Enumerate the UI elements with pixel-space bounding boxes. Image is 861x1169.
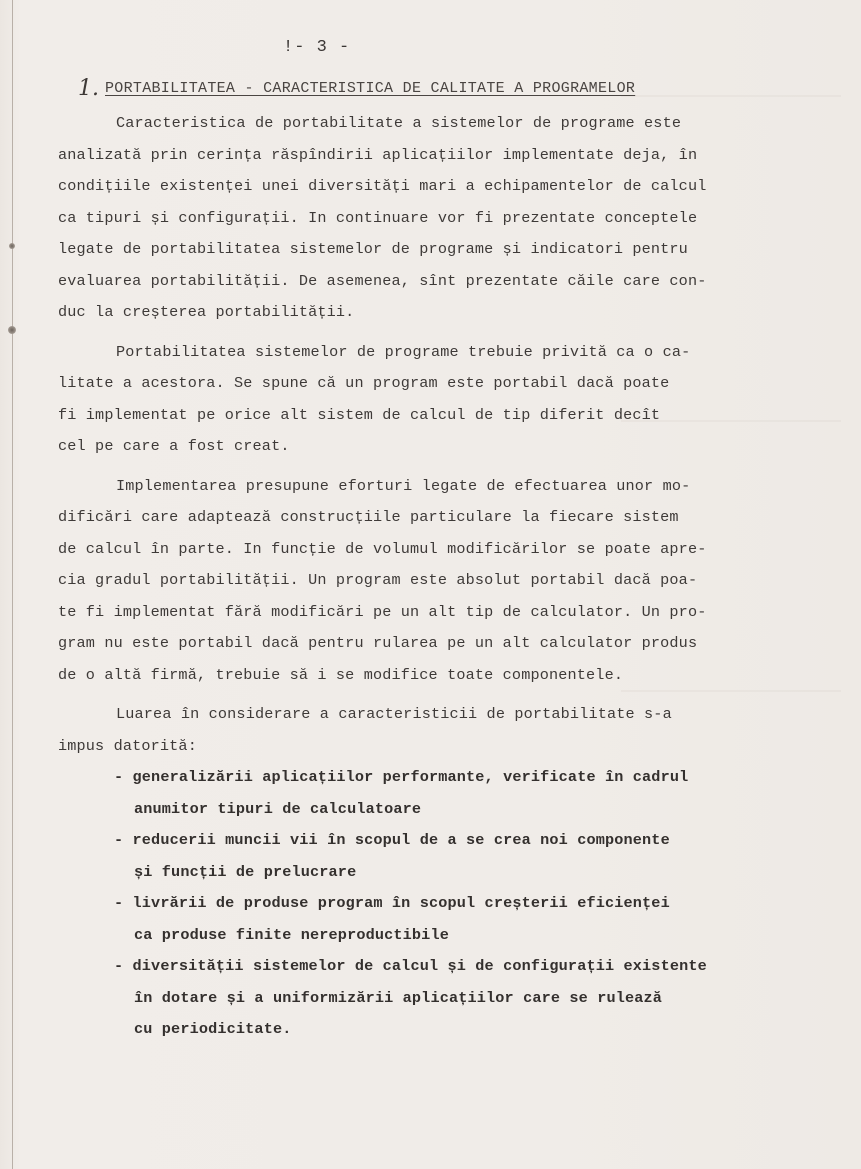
text-line: gram nu este portabil dacă pentru rularea pe un alt calculator produs <box>58 634 698 652</box>
reasons-list <box>58 762 778 1046</box>
list-item <box>58 762 778 825</box>
list-item <box>58 951 778 1046</box>
section-number: 1. <box>78 76 99 101</box>
binding-edge-line <box>12 0 13 1169</box>
list-item-line: - livrării de produse program în scopul creșterii eficienței <box>114 894 670 912</box>
text-line: Portabilitatea sistemelor de programe trebuie privită ca o ca- <box>116 342 691 361</box>
bleed-through-mark <box>621 95 841 97</box>
text-line: duc la creșterea portabilității. <box>58 303 355 321</box>
section-title: PORTABILITATEA - CARACTERISTICA DE CALITATE A PROGRAMELOR <box>105 80 636 97</box>
paragraph-gap <box>58 463 778 471</box>
list-item <box>58 825 778 888</box>
text-line: cel pe care a fost creat. <box>58 437 290 455</box>
paragraph <box>58 337 778 463</box>
document-body <box>58 108 778 1046</box>
text-line: de calcul în parte. In funcție de volumul modificărilor se poate apre- <box>58 539 707 558</box>
section-heading <box>78 76 635 101</box>
paragraph <box>58 108 778 329</box>
list-item-line: - generalizării aplicațiilor performante, verificate în cadrul <box>114 768 689 786</box>
paragraph-gap <box>58 691 778 699</box>
text-line: evaluarea portabilității. De asemenea, sînt prezentate căile care con- <box>58 271 707 290</box>
text-line: ca tipuri și configurații. In continuare vor fi prezentate conceptele <box>58 208 698 227</box>
text-line: Luarea în considerare a caracteristicii de portabilitate s-a <box>116 705 672 723</box>
text-line: condițiile existenței unei diversități mari a echipamentelor de calcul <box>58 177 707 195</box>
list-item-line: anumitor tipuri de calculatoare <box>134 799 422 818</box>
text-line: legate de portabilitatea sistemelor de programe și indicatori pentru <box>58 240 688 258</box>
text-line: de o altă firmă, trebuie să i se modifice toate componentele. <box>58 665 624 684</box>
list-item-line: ca produse finite nereproductibile <box>134 925 449 944</box>
text-line: fi implementat pe orice alt sistem de calcul de tip diferit decît <box>58 405 661 424</box>
text-line: cia gradul portabilității. Un program este absolut portabil dacă poa- <box>58 571 698 589</box>
list-item-line: în dotare și a uniformizării aplicațiilor care se rulează <box>134 988 663 1007</box>
paragraph <box>58 471 778 692</box>
punch-hole <box>8 326 16 334</box>
list-item-line: - diversității sistemelor de calcul și de configurații existente <box>114 957 707 975</box>
list-item-line: cu periodicitate. <box>134 1020 292 1038</box>
punch-hole <box>9 243 15 249</box>
text-line: impus datorită: <box>58 736 197 755</box>
text-line: dificări care adaptează construcțiile particulare la fiecare sistem <box>58 508 679 526</box>
text-line: te fi implementat fără modificări pe un alt tip de calculator. Un pro- <box>58 602 707 621</box>
list-item-line: - reducerii muncii vii în scopul de a se crea noi componente <box>114 831 670 849</box>
text-line: Caracteristica de portabilitate a sistemelor de programe este <box>116 114 682 132</box>
text-line: analizată prin cerința răspîndirii aplicațiilor implementate deja, în <box>58 145 698 164</box>
text-line: litate a acestora. Se spune că un program este portabil dacă poate <box>58 374 670 392</box>
paragraph-gap <box>58 329 778 337</box>
page-number: !- 3 - <box>283 38 351 57</box>
list-item <box>58 888 778 951</box>
paragraph <box>58 699 778 762</box>
text-line: Implementarea presupune eforturi legate de efectuarea unor mo- <box>116 476 691 495</box>
list-item-line: și funcții de prelucrare <box>134 862 357 881</box>
